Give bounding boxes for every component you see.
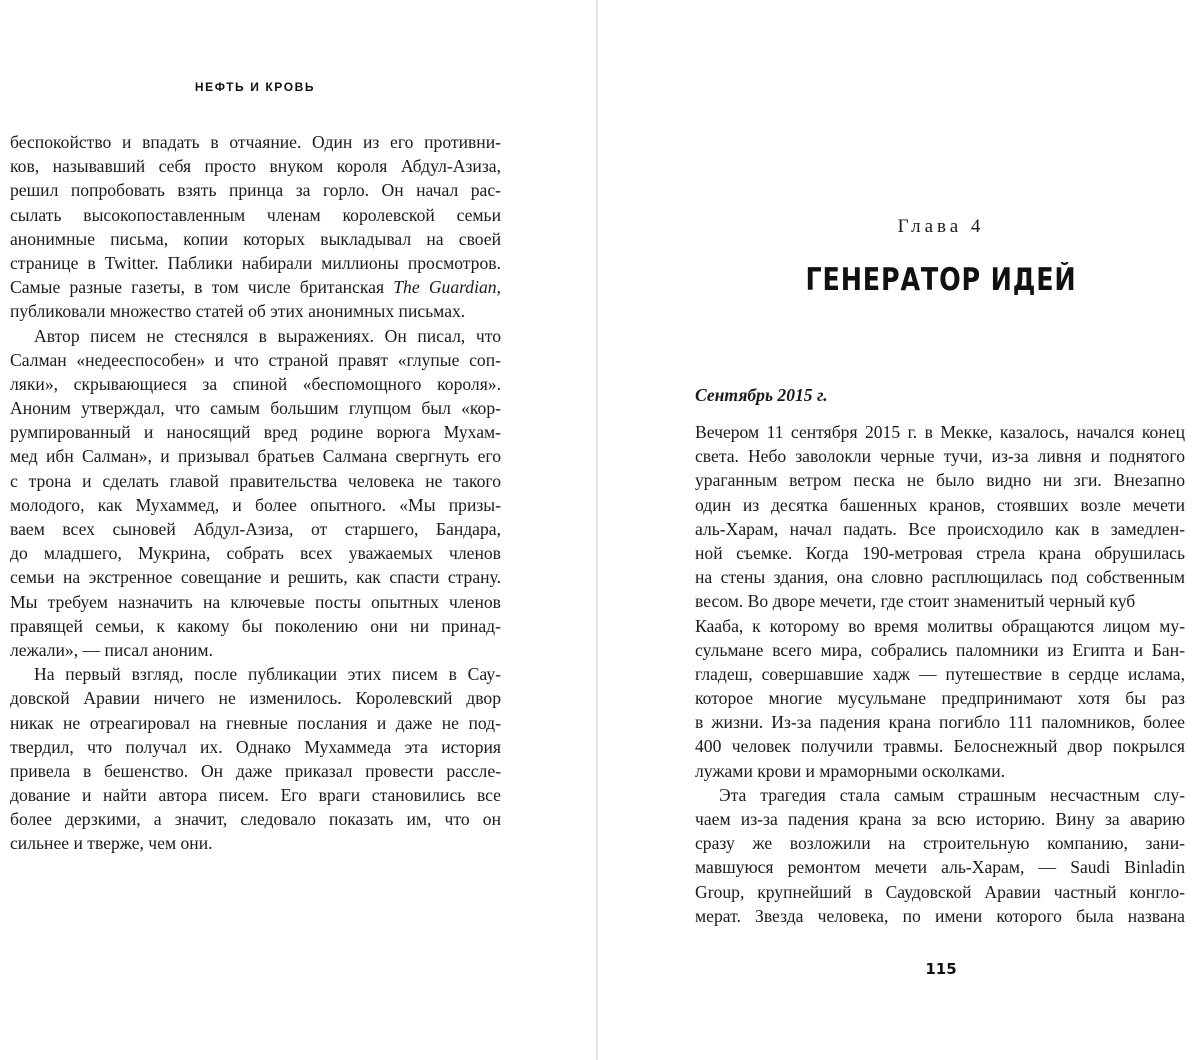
text-line-content: беспокойство и впадать в отчаяние. Один из его противни- — [10, 132, 501, 152]
text-line — [10, 130, 501, 154]
text-line-content: чаем из-за падения крана за всю историю. Вину за аварию — [695, 809, 1185, 829]
text-line-content: сразу же возложили на строительную компанию, зани- — [695, 833, 1185, 854]
text-line — [10, 686, 501, 710]
text-line-content: привела в бешенство. Он даже приказал провести рассле- — [10, 760, 501, 781]
text-line — [10, 178, 501, 202]
text-line — [695, 855, 1185, 879]
text-line — [10, 324, 501, 348]
text-line-content: публиковали множество статей об этих анонимных письмах. — [10, 301, 466, 322]
left-page-body-text — [10, 130, 501, 856]
text-line-content: 400 человек получили травмы. Белоснежный двор покрылся — [695, 736, 1185, 757]
text-line — [10, 420, 501, 444]
text-line-content: ляки», скрывающиеся за спиной «беспомощного короля». — [10, 373, 501, 394]
page-number: 115 — [925, 960, 957, 978]
chapter-title: ГЕНЕРАТОР ИДЕЙ — [805, 262, 1077, 298]
text-line — [695, 468, 1185, 492]
text-line — [10, 783, 501, 807]
text-line-content: сильнее и тверже, чем они. — [10, 833, 213, 854]
text-line — [10, 638, 501, 662]
text-line-content: сульмане всего мира, собрались паломники из Египта и Бан- — [695, 639, 1185, 660]
text-line-content: Салман «недееспособен» и что страной правят «глупые соп- — [10, 349, 501, 370]
text-line-content: дование и найти автора писем. Его враги становились все — [10, 785, 501, 806]
text-line — [695, 541, 1185, 565]
text-line-content: сылать высокопоставленным членам королевской семьи — [10, 204, 501, 225]
text-line — [695, 807, 1185, 831]
text-line — [10, 711, 501, 735]
text-line-content: странице в Twitter. Паблики набирали миллионы просмотров. — [10, 252, 501, 273]
text-line — [695, 589, 1185, 613]
text-line-content: молодого, как Мухаммед, и более опытного. «Мы призы- — [10, 494, 501, 515]
text-line — [10, 275, 501, 299]
text-line-content: На первый взгляд, после публикации этих писем в Сау- — [34, 664, 501, 685]
text-line — [10, 614, 501, 638]
chapter-number: Глава 4 — [897, 216, 985, 237]
text-line-content: никак не отреагировал на гневные послания и даже не под- — [10, 712, 501, 733]
text-line-content: в жизни. Из-за падения крана погибло 111 паломников, более — [695, 712, 1185, 733]
text-line — [10, 203, 501, 227]
text-line-content: мавшуюся ремонтом мечети аль-Харам, — Saudi Binladin — [695, 857, 1185, 878]
text-line-content: Кааба, к которому во время молитвы обращаются лицом му- — [695, 615, 1185, 636]
chapter-date: Сентябрь 2015 г. — [695, 385, 828, 405]
text-line — [695, 686, 1185, 710]
right-page-body-text — [695, 420, 1185, 928]
text-line-content: с трона и сделать главой правительства человека не такого — [10, 470, 501, 491]
text-line-content: ваем всех сыновей Абдул-Азиза, от старшего, Бандара, — [10, 519, 501, 539]
text-line-content: Аноним утверждал, что самым большим глупцом был «кор- — [10, 398, 501, 419]
text-line-content: Автор писем не стеснялся в выражениях. Он писал, что — [34, 325, 501, 346]
text-line-content: гладеш, совершавшие хадж — путешествие в сердце ислама, — [695, 663, 1185, 684]
text-line — [695, 759, 1185, 783]
text-line — [10, 541, 501, 565]
text-line-content: мерат. Звезда человека, по имени которого была названа — [695, 905, 1185, 926]
text-line-content: на стены здания, она словно расплющилась под собственным — [695, 567, 1185, 588]
text-line — [695, 831, 1185, 855]
text-line-content: Вечером 11 сентября 2015 г. в Мекке, казалось, начался конец — [695, 422, 1185, 442]
text-line-content: Самые разные газеты, в том числе британская — [10, 277, 394, 298]
text-line — [695, 565, 1185, 589]
text-line — [695, 904, 1185, 928]
text-line-content: лужами крови и мраморными осколками. — [695, 760, 1006, 781]
text-line-content: решил попробовать взять принца за горло. Он начал рас- — [10, 180, 501, 201]
text-line — [10, 444, 501, 468]
running-head: НЕФТЬ И КРОВЬ — [194, 80, 316, 94]
left-page — [0, 0, 596, 1060]
text-line-content: аль-Харам, начал падать. Все происходило как в замедлен- — [695, 518, 1185, 539]
text-line-content: семьи на экстренное совещание и решить, как спасти страну. — [10, 567, 501, 588]
text-line — [10, 807, 501, 831]
text-line — [695, 517, 1185, 541]
text-line — [10, 251, 501, 275]
text-line — [10, 469, 501, 493]
text-line — [695, 420, 1185, 444]
text-line-content: Мы требуем назначить на ключевые посты опытных членов — [10, 591, 501, 612]
text-line-content: которое многие мусульмане предпринимают хотя бы раз — [695, 688, 1185, 709]
right-page — [598, 0, 1196, 1060]
text-line-content: анонимные письма, копии которых выкладывал на своей — [10, 228, 501, 249]
text-line — [695, 880, 1185, 904]
text-line — [695, 444, 1185, 468]
text-line — [10, 759, 501, 783]
text-line — [695, 614, 1185, 638]
text-line — [695, 638, 1185, 662]
text-line — [10, 396, 501, 420]
text-line-content: твердил, что получал их. Однако Мухаммеда эта история — [10, 736, 501, 757]
text-line-content: весом. Во дворе мечети, где стоит знаменитый черный куб — [695, 591, 1136, 612]
text-line — [10, 372, 501, 396]
text-line — [10, 154, 501, 178]
text-line — [10, 299, 501, 323]
text-line-content: ной съемке. Когда 190-метровая стрела крана обрушилась — [695, 542, 1185, 563]
text-line-content: румпированный и наносящий вред родине ворюга Мухам- — [10, 422, 501, 443]
text-line-content: до младшего, Мукрина, собрать всех уважаемых членов — [10, 543, 501, 564]
text-line-content: ков, называвший себя просто внуком короля Абдул-Азиза, — [10, 156, 501, 177]
text-line-content: один из десятка башенных кранов, стоявших возле мечети — [695, 494, 1185, 515]
text-line — [695, 493, 1185, 517]
text-line-content: более дерзкими, а значит, следовало показать им, что он — [10, 809, 501, 830]
text-line-content: ураганным ветром песка не было видно ни зги. Внезапно — [695, 470, 1185, 491]
text-line — [695, 710, 1185, 734]
text-line — [695, 734, 1185, 758]
text-line — [695, 662, 1185, 686]
text-line-suffix: , — [496, 277, 501, 298]
text-line-content: света. Небо заволокли черные тучи, из-за ливня и поднятого — [695, 446, 1185, 467]
text-line-content: лежали», — писал аноним. — [10, 639, 213, 660]
text-line-content: правящей семьи, к какому бы поколению они ни принад- — [10, 615, 501, 636]
italic-title: The Guardian — [393, 277, 497, 298]
text-line — [10, 493, 501, 517]
text-line — [10, 662, 501, 686]
text-line-content: мед ибн Салман», и призывал братьев Салмана свергнуть его — [10, 446, 501, 467]
text-line — [10, 831, 501, 855]
text-line-content: довской Аравии ничего не изменилось. Королевский двор — [10, 688, 501, 709]
text-line — [10, 227, 501, 251]
text-line — [695, 783, 1185, 807]
text-line — [10, 348, 501, 372]
text-line — [10, 517, 501, 541]
text-line-content: Group, крупнейший в Саудовской Аравии частный конгло- — [695, 881, 1185, 902]
text-line — [10, 565, 501, 589]
text-line — [10, 590, 501, 614]
text-line-content: Эта трагедия стала самым страшным несчастным слу- — [719, 784, 1185, 805]
text-line — [10, 735, 501, 759]
